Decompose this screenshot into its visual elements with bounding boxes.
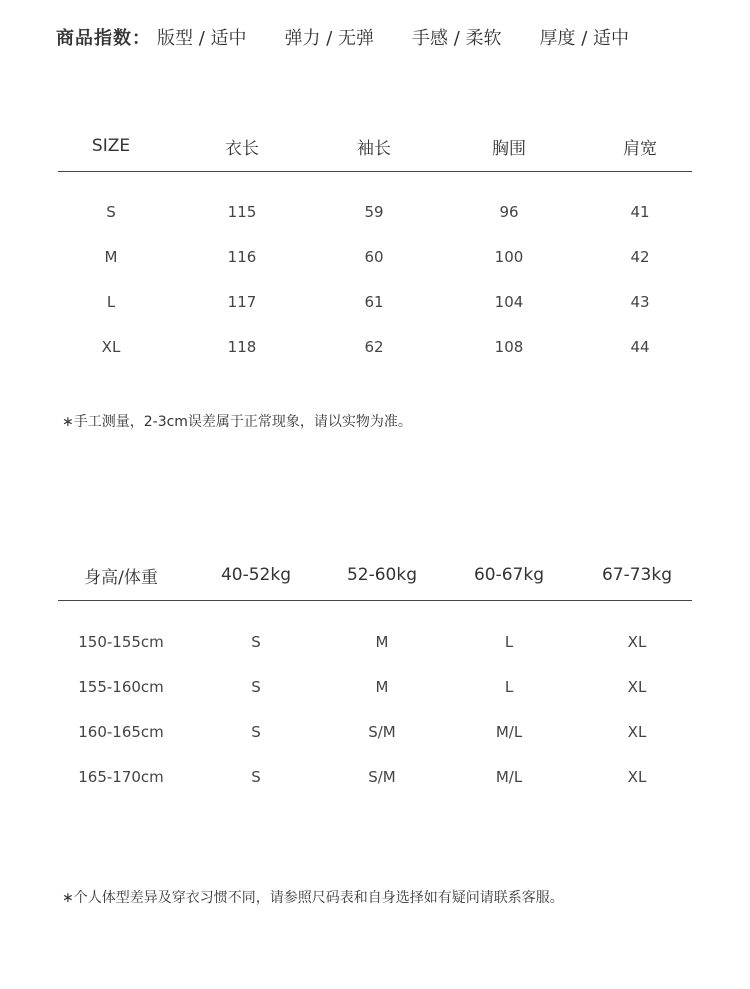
table-cell: 117: [227, 292, 257, 311]
fit-reference-table: [58, 550, 692, 799]
table-cell: S/M: [368, 767, 396, 786]
header-length: 衣长: [225, 138, 259, 159]
table-cell: M/L: [495, 722, 523, 741]
table-cell: 41: [630, 202, 650, 221]
size-chart-body: [58, 172, 692, 369]
table-row: [58, 619, 692, 664]
size-chart-header: [58, 121, 692, 172]
header-size: SIZE: [91, 136, 131, 156]
table-cell: M: [375, 677, 389, 696]
table-cell: M: [104, 247, 118, 266]
table-row: [58, 664, 692, 709]
table-cell: L: [504, 677, 514, 696]
table-cell: S/M: [368, 722, 396, 741]
table-cell: 42: [630, 247, 650, 266]
table-row: [58, 709, 692, 754]
header-weight-range: 52-60kg: [346, 565, 418, 585]
header-sleeve: 袖长: [357, 138, 391, 159]
table-row: [58, 324, 692, 369]
table-cell: 108: [494, 337, 524, 356]
table-cell: 104: [494, 292, 524, 311]
table-cell: 118: [227, 337, 257, 356]
table-cell: 165-170cm: [78, 767, 164, 786]
fit-reference-body: [58, 601, 692, 799]
index-elasticity: 弹力 / 无弹: [284, 28, 375, 49]
fit-advice-note: ∗个人体型差异及穿衣习惯不同，请参照尺码表和自身选择如有疑问请联系客服。: [62, 890, 564, 906]
table-cell: 150-155cm: [78, 632, 164, 651]
product-indices-label: 商品指数：: [56, 28, 151, 49]
table-cell: M: [375, 632, 389, 651]
header-weight-range: 40-52kg: [220, 565, 292, 585]
table-cell: XL: [627, 767, 647, 786]
header-chest: 胸围: [492, 138, 526, 159]
table-cell: 116: [227, 247, 257, 266]
table-cell: 44: [630, 337, 650, 356]
measurement-note: ∗手工测量，2-3cm误差属于正常现象，请以实物为准。: [62, 414, 412, 430]
table-cell: XL: [627, 677, 647, 696]
table-cell: M/L: [495, 767, 523, 786]
size-chart-table: [58, 121, 692, 369]
table-cell: 155-160cm: [78, 677, 164, 696]
table-cell: S: [251, 767, 261, 786]
table-cell: XL: [627, 632, 647, 651]
product-indices: [56, 22, 629, 52]
table-cell: 62: [364, 337, 384, 356]
table-cell: S: [251, 722, 261, 741]
table-cell: 60: [364, 247, 384, 266]
table-cell: 43: [630, 292, 650, 311]
table-cell: XL: [101, 337, 121, 356]
index-feel: 手感 / 柔软: [412, 28, 502, 49]
table-row: [58, 754, 692, 799]
table-row: [58, 234, 692, 279]
table-cell: XL: [627, 722, 647, 741]
table-cell: 160-165cm: [78, 722, 164, 741]
table-cell: S: [106, 202, 116, 221]
header-shoulder: 肩宽: [623, 138, 657, 159]
table-cell: 100: [494, 247, 524, 266]
table-cell: L: [504, 632, 514, 651]
table-row: [58, 279, 692, 324]
fit-reference-header: [58, 550, 692, 601]
table-cell: 115: [227, 202, 257, 221]
table-cell: L: [106, 292, 116, 311]
table-cell: S: [251, 677, 261, 696]
table-row: [58, 189, 692, 234]
index-thickness: 厚度 / 适中: [539, 28, 630, 49]
table-cell: 96: [499, 202, 519, 221]
table-cell: 59: [364, 202, 384, 221]
table-cell: S: [251, 632, 261, 651]
header-weight-range: 67-73kg: [601, 565, 673, 585]
header-height-weight: 身高/体重: [84, 567, 158, 588]
header-weight-range: 60-67kg: [473, 565, 545, 585]
table-cell: 61: [364, 292, 384, 311]
index-fit: 版型 / 适中: [157, 28, 247, 49]
